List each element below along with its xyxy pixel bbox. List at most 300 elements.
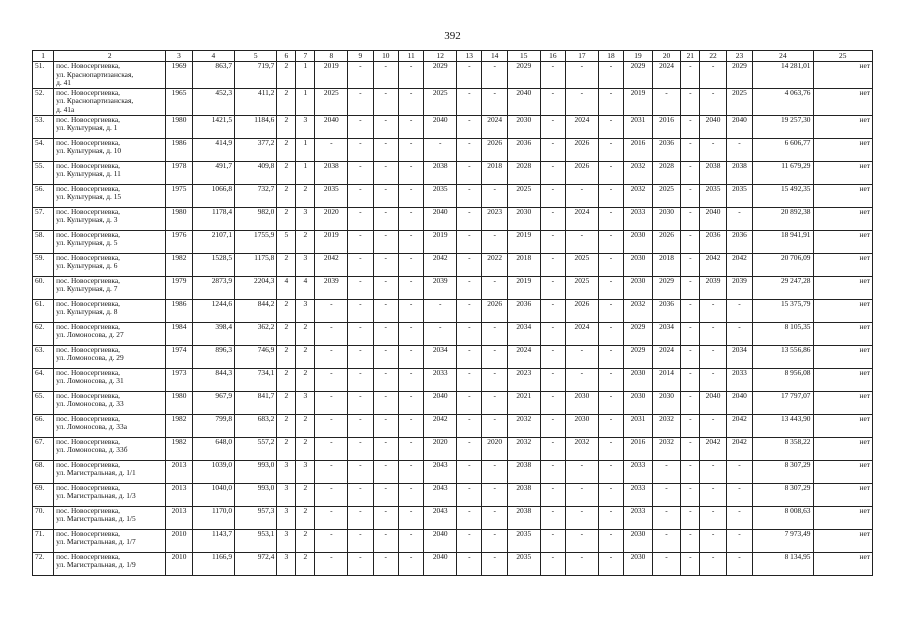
value-cell: 2024 [507,345,540,368]
value-cell: - [681,322,700,345]
value-cell: 2013 [166,460,192,483]
address-cell: пос. Новосергиевка, ул. Магистральная, д. 1/7 [54,529,166,552]
value-cell: - [348,184,373,207]
value-cell: 377,2 [235,138,277,161]
value-cell: - [726,138,752,161]
value-cell: 2035 [726,184,752,207]
value-cell: нет [813,552,873,575]
value-cell: - [424,138,457,161]
value-cell: - [373,460,398,483]
value-cell: - [681,414,700,437]
value-cell: 1184,6 [235,115,277,138]
value-cell: - [373,276,398,299]
value-cell: 2042 [424,253,457,276]
value-cell: - [373,299,398,322]
value-cell: 411,2 [235,88,277,115]
value-cell: 2018 [507,253,540,276]
column-header: 19 [624,51,653,62]
column-header: 6 [277,51,296,62]
value-cell: 3 [277,552,296,575]
value-cell: 957,3 [235,506,277,529]
value-cell: - [373,138,398,161]
value-cell: 14 281,01 [753,62,813,89]
value-cell: 2107,1 [192,230,234,253]
value-cell: - [482,276,507,299]
column-header: 7 [296,51,315,62]
value-cell: - [348,368,373,391]
value-cell: 2042 [700,253,726,276]
value-cell: 1 [296,62,315,89]
value-cell: 2028 [652,161,681,184]
value-cell: - [598,460,623,483]
value-cell: нет [813,460,873,483]
value-cell: - [681,230,700,253]
address-cell: пос. Новосергиевка, ул. Краснопартизанская, д. 41 [54,62,166,89]
value-cell: - [482,506,507,529]
value-cell: 414,9 [192,138,234,161]
value-cell: 746,9 [235,345,277,368]
housing-register-table [32,50,873,576]
address-cell: пос. Новосергиевка, ул. Магистральная, д. 1/3 [54,483,166,506]
value-cell: 683,2 [235,414,277,437]
value-cell: 2016 [652,115,681,138]
value-cell: 1979 [166,276,192,299]
value-cell: - [348,506,373,529]
value-cell: 1986 [166,138,192,161]
value-cell: - [398,460,423,483]
value-cell: - [457,299,482,322]
row-number: 53. [33,115,54,138]
table-row [33,276,873,299]
value-cell: - [700,368,726,391]
value-cell: - [598,299,623,322]
value-cell: - [457,437,482,460]
value-cell: 841,7 [235,391,277,414]
value-cell: 2035 [507,552,540,575]
table-row [33,391,873,414]
value-cell: - [700,506,726,529]
value-cell: - [681,368,700,391]
value-cell: 993,0 [235,483,277,506]
value-cell: - [566,368,599,391]
value-cell: - [398,276,423,299]
value-cell: - [348,62,373,89]
value-cell: 2014 [652,368,681,391]
table-row [33,161,873,184]
value-cell: 2032 [624,184,653,207]
value-cell: 2204,3 [235,276,277,299]
value-cell: 3 [277,506,296,529]
value-cell: 8 008,63 [753,506,813,529]
value-cell: 2040 [726,391,752,414]
value-cell: - [726,483,752,506]
value-cell: 2030 [624,552,653,575]
value-cell: - [398,322,423,345]
value-cell: - [373,368,398,391]
value-cell: - [681,483,700,506]
table-body [33,62,873,576]
value-cell: 2 [277,368,296,391]
value-cell: - [652,483,681,506]
value-cell: 2030 [624,276,653,299]
value-cell: 2032 [624,161,653,184]
value-cell: - [457,276,482,299]
value-cell: 2029 [507,62,540,89]
value-cell: 2033 [624,207,653,230]
value-cell: 2029 [424,62,457,89]
value-cell: - [726,322,752,345]
table-row [33,322,873,345]
value-cell: 2023 [507,368,540,391]
value-cell: 2038 [507,460,540,483]
value-cell: 2038 [700,161,726,184]
value-cell: 2025 [652,184,681,207]
value-cell: 2040 [726,115,752,138]
value-cell: - [598,207,623,230]
value-cell: 2 [277,253,296,276]
value-cell: 3 [296,460,315,483]
value-cell: 2040 [424,391,457,414]
value-cell: - [398,437,423,460]
table-row [33,184,873,207]
value-cell: 2 [277,115,296,138]
value-cell: 2026 [566,299,599,322]
value-cell: 2 [296,529,315,552]
value-cell: - [373,391,398,414]
address-cell: пос. Новосергиевка, ул. Ломоносова, д. 27 [54,322,166,345]
value-cell: - [457,460,482,483]
value-cell: - [398,552,423,575]
value-cell: 2010 [166,529,192,552]
address-cell: пос. Новосергиевка, ул. Культурная, д. 1 [54,115,166,138]
value-cell: - [348,207,373,230]
value-cell: - [598,483,623,506]
value-cell: - [540,483,565,506]
row-number: 54. [33,138,54,161]
value-cell: - [398,161,423,184]
value-cell: 2 [277,62,296,89]
table-row [33,207,873,230]
value-cell: 7 973,49 [753,529,813,552]
value-cell: - [681,253,700,276]
value-cell: 11 679,29 [753,161,813,184]
value-cell: 2016 [624,138,653,161]
value-cell: 2 [277,437,296,460]
value-cell: - [398,299,423,322]
value-cell: 2032 [652,414,681,437]
value-cell: - [598,506,623,529]
value-cell: 20 706,09 [753,253,813,276]
address-cell: пос. Новосергиевка, ул. Культурная, д. 7 [54,276,166,299]
value-cell: - [457,230,482,253]
address-cell: пос. Новосергиевка, ул. Магистральная, д. 1/1 [54,460,166,483]
row-number: 55. [33,161,54,184]
column-header: 23 [726,51,752,62]
value-cell: - [540,391,565,414]
value-cell: нет [813,115,873,138]
value-cell: 4 [277,276,296,299]
row-number: 72. [33,552,54,575]
value-cell: - [348,299,373,322]
column-header: 18 [598,51,623,62]
value-cell: - [482,345,507,368]
value-cell: 15 375,79 [753,299,813,322]
value-cell: - [598,276,623,299]
value-cell: - [348,115,373,138]
value-cell: - [700,529,726,552]
value-cell: нет [813,207,873,230]
value-cell: - [457,552,482,575]
value-cell: - [566,88,599,115]
value-cell: - [726,529,752,552]
value-cell: 3 [296,115,315,138]
value-cell: - [482,391,507,414]
value-cell: - [700,88,726,115]
value-cell: нет [813,138,873,161]
column-header: 17 [566,51,599,62]
value-cell: - [482,368,507,391]
value-cell: - [652,552,681,575]
value-cell: 2018 [652,253,681,276]
value-cell: - [457,62,482,89]
value-cell: 2023 [482,207,507,230]
value-cell: 13 443,90 [753,414,813,437]
value-cell: - [348,276,373,299]
value-cell: 2 [296,345,315,368]
value-cell: - [652,529,681,552]
column-header: 4 [192,51,234,62]
value-cell: 2 [277,414,296,437]
value-cell: - [540,460,565,483]
value-cell: - [700,299,726,322]
value-cell: 2033 [624,506,653,529]
row-number: 63. [33,345,54,368]
value-cell: 1965 [166,88,192,115]
value-cell: - [700,483,726,506]
value-cell: 2 [296,506,315,529]
value-cell: - [540,322,565,345]
value-cell: - [681,184,700,207]
value-cell: 2036 [507,138,540,161]
value-cell: 2019 [507,230,540,253]
value-cell: 2020 [315,207,348,230]
value-cell: 557,2 [235,437,277,460]
value-cell: - [700,345,726,368]
value-cell: 2025 [507,184,540,207]
value-cell: - [482,88,507,115]
value-cell: 2042 [700,437,726,460]
value-cell: 20 892,38 [753,207,813,230]
column-header: 9 [348,51,373,62]
value-cell: - [398,506,423,529]
value-cell: 2024 [566,207,599,230]
value-cell: 2040 [700,115,726,138]
value-cell: - [652,460,681,483]
address-cell: пос. Новосергиевка, ул. Культурная, д. 8 [54,299,166,322]
value-cell: 2040 [424,529,457,552]
value-cell: 2042 [726,414,752,437]
value-cell: - [315,414,348,437]
value-cell: - [457,138,482,161]
row-number: 58. [33,230,54,253]
value-cell: - [482,552,507,575]
value-cell: 2030 [566,414,599,437]
value-cell: - [652,506,681,529]
row-number: 60. [33,276,54,299]
value-cell: 1166,9 [192,552,234,575]
value-cell: - [598,437,623,460]
value-cell: - [540,115,565,138]
value-cell: - [373,552,398,575]
value-cell: 2036 [726,230,752,253]
value-cell: - [398,207,423,230]
column-header: 10 [373,51,398,62]
value-cell: - [457,184,482,207]
value-cell: - [598,552,623,575]
row-number: 68. [33,460,54,483]
value-cell: нет [813,276,873,299]
value-cell: - [540,552,565,575]
value-cell: 2013 [166,506,192,529]
value-cell: - [457,345,482,368]
value-cell: - [457,207,482,230]
value-cell: 2032 [624,299,653,322]
value-cell: - [373,345,398,368]
value-cell: - [681,138,700,161]
value-cell: - [700,62,726,89]
value-cell: 2024 [566,322,599,345]
value-cell: 2 [296,322,315,345]
value-cell: 2030 [624,529,653,552]
row-number: 67. [33,437,54,460]
value-cell: 398,4 [192,322,234,345]
value-cell: - [681,529,700,552]
value-cell: - [566,460,599,483]
value-cell: 2030 [507,115,540,138]
value-cell: - [482,184,507,207]
value-cell: - [482,483,507,506]
value-cell: 2034 [424,345,457,368]
value-cell: 2025 [566,253,599,276]
row-number: 62. [33,322,54,345]
value-cell: - [540,207,565,230]
value-cell: - [540,62,565,89]
value-cell: - [398,115,423,138]
row-number: 56. [33,184,54,207]
value-cell: - [540,506,565,529]
value-cell: - [348,391,373,414]
value-cell: 2026 [652,230,681,253]
value-cell: 2 [296,483,315,506]
row-number: 57. [33,207,54,230]
value-cell: 2024 [566,115,599,138]
value-cell: 2030 [624,230,653,253]
value-cell: 2043 [424,483,457,506]
value-cell: 2039 [315,276,348,299]
row-number: 51. [33,62,54,89]
value-cell: - [598,161,623,184]
value-cell: - [726,299,752,322]
value-cell: 3 [296,299,315,322]
address-cell: пос. Новосергиевка, ул. Культурная, д. 6 [54,253,166,276]
value-cell: нет [813,184,873,207]
value-cell: 1755,9 [235,230,277,253]
value-cell: - [598,184,623,207]
value-cell: - [373,506,398,529]
column-header: 2 [54,51,166,62]
column-header: 3 [166,51,192,62]
value-cell: - [540,437,565,460]
value-cell: 8 105,35 [753,322,813,345]
value-cell: 2019 [315,62,348,89]
value-cell: нет [813,529,873,552]
value-cell: 2040 [424,552,457,575]
value-cell: 2038 [315,161,348,184]
value-cell: 648,0 [192,437,234,460]
table-row [33,414,873,437]
value-cell: - [681,437,700,460]
value-cell: - [566,345,599,368]
value-cell: - [315,322,348,345]
value-cell: нет [813,345,873,368]
value-cell: - [700,138,726,161]
value-cell: 8 358,22 [753,437,813,460]
table-row [33,115,873,138]
value-cell: 2026 [482,299,507,322]
value-cell: - [566,552,599,575]
value-cell: - [598,253,623,276]
value-cell: - [373,88,398,115]
value-cell: 4 [296,276,315,299]
value-cell: нет [813,391,873,414]
value-cell: 2 [277,161,296,184]
column-header: 22 [700,51,726,62]
value-cell: 2040 [315,115,348,138]
value-cell: - [315,529,348,552]
value-cell: 3 [296,253,315,276]
value-cell: - [598,62,623,89]
value-cell: 5 [277,230,296,253]
value-cell: 2039 [424,276,457,299]
value-cell: 3 [277,460,296,483]
value-cell: - [315,552,348,575]
row-number: 66. [33,414,54,437]
column-header: 20 [652,51,681,62]
value-cell: 1170,0 [192,506,234,529]
row-number: 52. [33,88,54,115]
value-cell: 2 [296,414,315,437]
value-cell: - [700,460,726,483]
value-cell: - [398,529,423,552]
value-cell: - [424,322,457,345]
value-cell: 1039,0 [192,460,234,483]
value-cell: 1 [296,138,315,161]
value-cell: 19 257,30 [753,115,813,138]
value-cell: - [457,115,482,138]
value-cell: 2040 [507,88,540,115]
value-cell: 8 307,29 [753,483,813,506]
value-cell: 1982 [166,414,192,437]
value-cell: 2042 [424,414,457,437]
value-cell: 2019 [624,88,653,115]
value-cell: - [398,414,423,437]
value-cell: - [540,138,565,161]
value-cell: 2030 [652,391,681,414]
value-cell: 2040 [424,115,457,138]
column-header: 13 [457,51,482,62]
value-cell: 2010 [166,552,192,575]
value-cell: - [398,391,423,414]
